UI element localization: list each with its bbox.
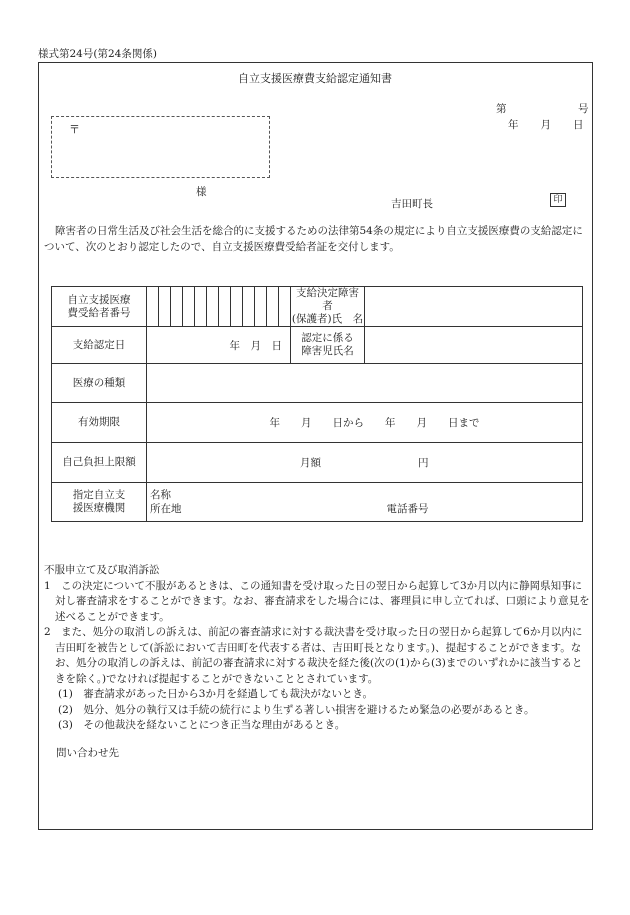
intro-paragraph: 障害者の日常生活及び社会生活を総合的に支援するための法律第54条の規定により自立支援医療費の支給認定について、次のとおり認定したので、自立支援医療費受給者証を交付します。 [44, 225, 583, 253]
address-box [51, 116, 270, 178]
recipient-number-label: 自立支援医療 費受給者番号 [52, 287, 147, 327]
recipient-number-digit [255, 287, 267, 327]
institution-value [147, 483, 583, 522]
institution-phone-label: 電話番号 [386, 503, 429, 515]
decided-person-value [365, 287, 583, 327]
recipient-number-digit [183, 287, 195, 327]
recipient-number-digit [267, 287, 279, 327]
recipient-honorific: 様 [196, 186, 207, 198]
document-number-suffix: 号 [578, 103, 589, 115]
copay-limit-value: 月額 円 [147, 443, 583, 483]
form-number-label: 様式第24号(第24条関係) [38, 48, 157, 60]
child-name-value [365, 327, 583, 364]
issuer-name: 吉田町長 [391, 198, 433, 210]
appeal-notes-heading: 不服申立て及び取消訴訟 [44, 564, 160, 576]
postal-mark: 〒 [69, 123, 80, 136]
medical-type-value [147, 364, 583, 403]
document-title: 自立支援医療費支給認定通知書 [238, 72, 392, 85]
contact-label: 問い合わせ先 [56, 747, 119, 759]
valid-period-label: 有効期限 [52, 403, 147, 443]
appeal-note-sub-2: (2) 処分、処分の執行又は手続の続行により生ずる著しい損害を避けるため緊急の必要があるとき。 [58, 703, 535, 716]
copay-limit-label: 自己負担上限額 [52, 443, 147, 483]
child-name-label: 認定に係る 障害児氏名 [291, 327, 365, 364]
recipient-number-digit [195, 287, 207, 327]
issue-date [508, 117, 584, 132]
recipient-number-digit [279, 287, 291, 327]
recipient-number-digit [231, 287, 243, 327]
appeal-note-sub-3: (3) その他裁決を経ないことにつき正当な理由があるとき。 [58, 719, 346, 731]
appeal-note-item-1: 1 この決定について不服があるときは、この通知書を受け取った日の翌日から起算して3か月以内に静岡県知事に対し審査請求をすることができます。なお、審査請求をした場合には、審理員に申し立てれば、口頭により意見を述べることができます。 [44, 579, 590, 623]
appeal-notes [44, 563, 592, 734]
recipient-number-digit [147, 287, 159, 327]
appeal-note-sub-1: (1) 審査請求があった日から3か月を経過しても裁決がないとき。 [58, 688, 374, 700]
recipient-number-digit [219, 287, 231, 327]
recipient-number-digit [159, 287, 171, 327]
institution-address-label: 所在地 [150, 503, 182, 515]
issue-day-label: 日 [573, 119, 584, 131]
recipient-number-digit [243, 287, 255, 327]
appeal-note-item-2: 2 また、処分の取消しの訴えは、前記の審査請求に対する裁決書を受け取った日の翌日から起算して6か月以内に吉田町を被告として(訴訟において吉田町を代表する者は、吉田町長となります。)、提起することができます。なお、処分の取消しの訴えは、前記の審査請求に対する裁決を経た後(次の(1)から(3)までのいずれかに該当するときを除く。)でなければ提起することができないこととされています。 [44, 626, 583, 685]
valid-period-value: 年 月 日から 年 月 日まで [147, 403, 583, 443]
certificate-info-table [51, 286, 583, 522]
institution-name-label: 名称 [150, 489, 171, 501]
recipient-number-digit [171, 287, 183, 327]
document-number-prefix: 第 [496, 103, 507, 115]
recipient-number-digit [207, 287, 219, 327]
institution-label: 指定自立支 援医療機関 [52, 483, 147, 522]
medical-type-label: 医療の種類 [52, 364, 147, 403]
seal-mark: 印 [550, 193, 566, 207]
issue-year-label: 年 [508, 119, 519, 131]
institution-address-row [150, 502, 582, 516]
approval-date-label: 支給認定日 [52, 327, 147, 364]
decided-person-label: 支給決定障害者 (保護者)氏 名 [291, 287, 364, 325]
issue-month-label: 月 [540, 119, 551, 131]
approval-date-value: 年 月 日 [147, 327, 291, 364]
